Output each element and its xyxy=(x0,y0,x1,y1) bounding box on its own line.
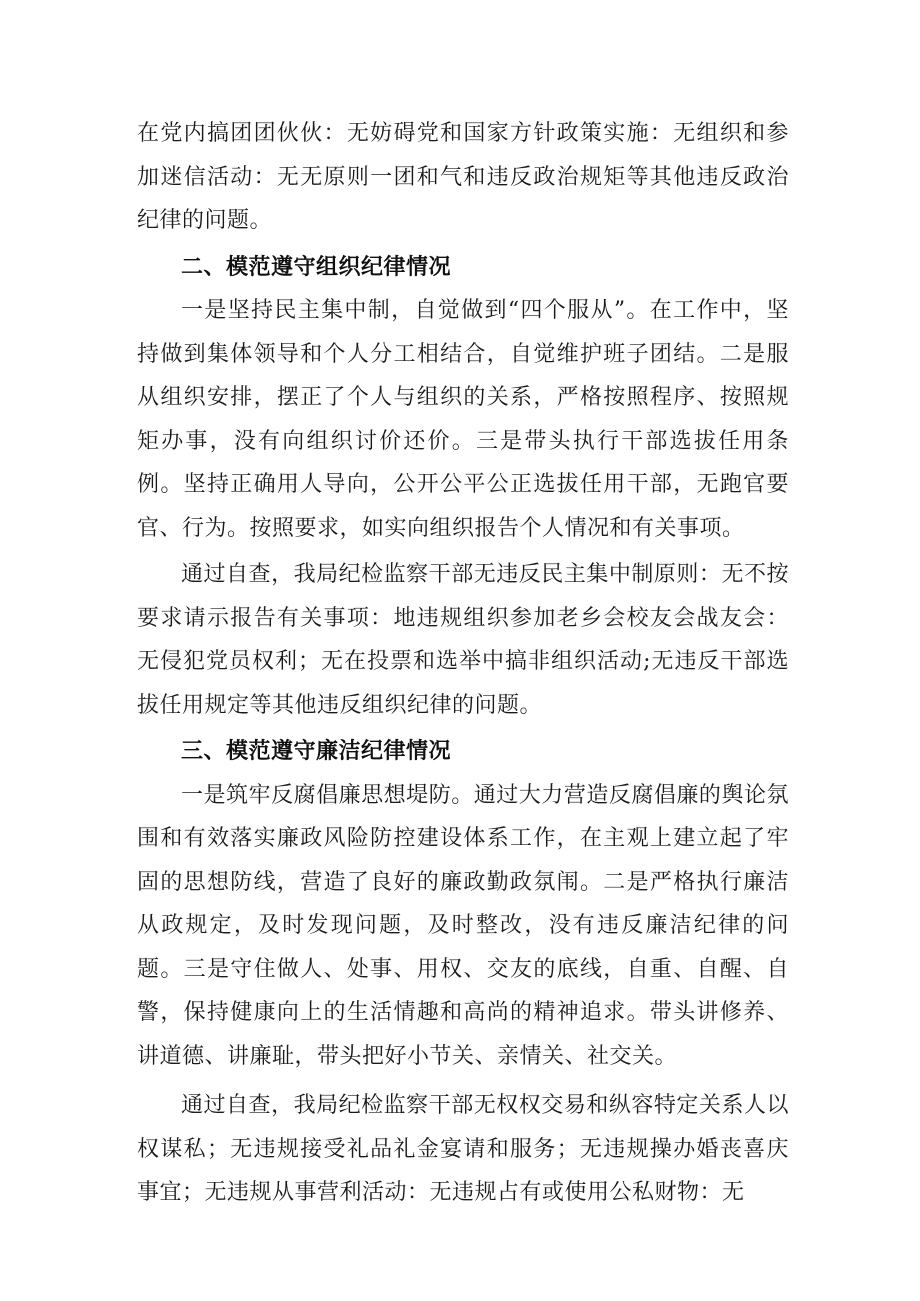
paragraph-organizational-practice: 一是坚持民主集中制，自觉做到“四个服从”。在工作中，坚持做到集体领导和个人分工相结合，自觉维护班子团结。二是服从组织安排，摆正了个人与组织的关系，严格按照程序、按照规矩办事，没有向组织讨价还价。三是带头执行干部选拔任用条例。坚持正确用人导向，公开公平公正选拔任用干部，无跑官要官、行为。按照要求，如实向组织报告个人情况和有关事项。 xyxy=(137,298,789,541)
paragraph-organizational-self-check: 通过自查，我局纪检监察干部无违反民主集中制原则：无不按要求请示报告有关事项：地违规组织参加老乡会校友会战友会：无侵犯党员权利；无在投票和选举中搞非组织活动;无违反干部选拔任用规定等其他违反组织纪律的问题。 xyxy=(137,562,789,718)
paragraph-integrity-self-check: 通过自查，我局纪检监察干部无权权交易和纵容特定关系人以权谋私；无违规接受礼品礼金宴请和服务；无违规操办婚丧喜庆事宜；无违规从事营利活动：无违规占有或使用公私财物：无 xyxy=(137,1093,789,1205)
paragraph-continuation: 在党内搞团团伙伙：无妨碍党和国家方针政策实施：无组织和参加迷信活动：无无原则一团和气和违反政治规矩等其他违反政治纪律的问题。 xyxy=(137,121,789,233)
section-heading-organizational-discipline: 二、模范遵守组织纪律情况 xyxy=(181,254,452,280)
document-body xyxy=(137,112,789,1215)
section-heading-integrity-discipline: 三、模范遵守廉洁纪律情况 xyxy=(181,739,452,764)
paragraph-integrity-practice: 一是筑牢反腐倡廉思想堤防。通过大力营造反腐倡廉的舆论氛围和有效落实廉政风险防控建设体系工作，在主观上建立起了牢固的思想防线，营造了良好的廉政勤政氛闱。二是严格执行廉洁从政规定，及时发现问题，及时整改，没有违反廉洁纪律的问题。三是守住做人、处事、用权、交友的底线，自重、自醒、自警，保持健康向上的生活情趣和高尚的精神追求。带头讲修养、讲道德、讲廉耻，带头把好小节关、亲情关、社交关。 xyxy=(137,782,789,1069)
